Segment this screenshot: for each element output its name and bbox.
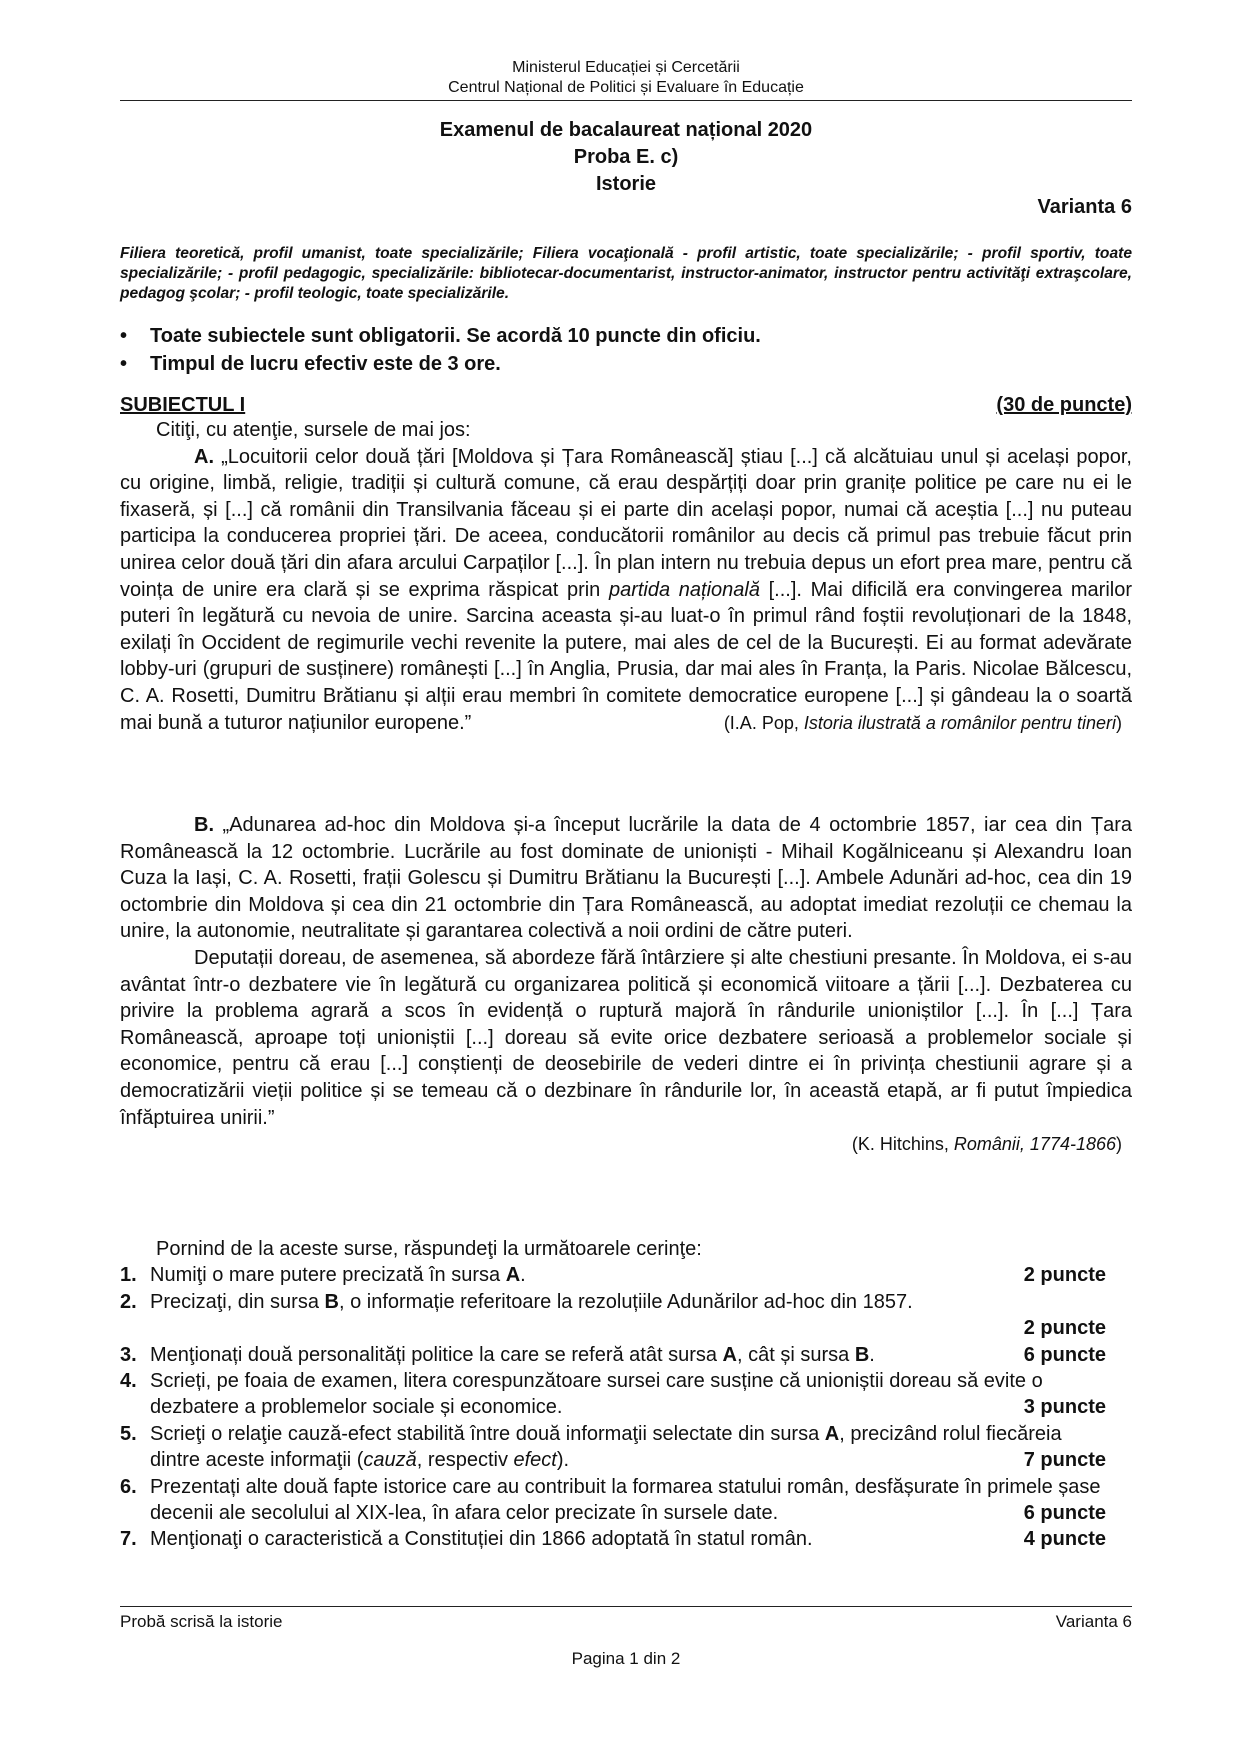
- source-a-part2: [...]. Mai dificilă era convingerea marilor puteri în legătură cu nevoia de unire. Sarcina aceasta și-au luat-o în primul rând foștii revoluționari de la 1848, exilați în Occident de regimurile vechi revenite la putere, mai ales de cel de la București. Ei au format adevărate lobby-uri (grupuri de susținere) românești [...] în Anglia, Prusia, dar mai ales în Franța, la Paris. Nicolae Bălcescu, C. A. Rosetti, Dumitru Brătianu și alții erau membri în comitete democratice europene [...] și gândeau la o soartă mai bună a tuturor națiunilor europene.”: [120, 578, 1133, 734]
- question-text: Menţionaţi o caracteristică a Constituției din 1866 adoptată în statul român.: [150, 1528, 813, 1551]
- source-b-label: B.: [194, 814, 214, 836]
- questions-intro: Pornind de la aceste surse, răspundeţi la următoarele cerinţe:: [156, 1238, 702, 1260]
- source-b-cite-end: ): [1116, 1134, 1122, 1155]
- source-a-block: [120, 417, 1132, 736]
- exam-page: [120, 0, 1132, 1755]
- question-item: [120, 1421, 1132, 1474]
- question-text: Precizaţi, din sursa: [150, 1290, 325, 1313]
- question-text: ).: [556, 1449, 570, 1472]
- filiera-text: Filiera teoretică, profil umanist, toate specializările; Filiera vocaţională - profil artistic, toate specializările; - profil sportiv, toate specializările; - profil pedagogic, specializările: bibliotecar-documentarist, instructor-animator, instructor pentru activităţi extraşcolare, pedagog şcolar; - profil teologic, toate specializările.: [120, 245, 1132, 302]
- source-b-para2: Deputații doreau, de asemenea, să abordeze fără întârziere și alte chestiuni presante. În Moldova, ei s-au avântat într-o dezbatere vie în legătură cu organizarea politică și economică viitoare a țării [...]. Dezbaterea cu privire la problema agrară a scos în evidență o ruptură majoră în rândurile unioniștilor [...]. În [...] Țara Românească, aproape toți unioniștii [...] doreau să evite orice dezbatere serioasă a problemelor sociale și economice, pentru că erau [...] conștienți de deosebirile de vederi dintre ei în privința chestiunii agrare și a democratizării vieții politice și se temeau că o dezbinare în rândurile lor, în această etapă, ar fi putut împiedica înfăptuirea unirii.”: [120, 946, 1132, 1129]
- ministry-header: [120, 58, 1132, 98]
- question-item: [120, 1342, 1132, 1368]
- question-text: , cât și sursa: [737, 1343, 855, 1366]
- instruction-item: • Toate subiectele sunt obligatorii. Se acordă 10 puncte din oficiu.: [120, 322, 1132, 350]
- question-source-ref: B: [854, 1343, 870, 1366]
- question-text: , o informație referitoare la rezoluțiile Adunărilor ad-hoc din 1857.: [338, 1290, 913, 1313]
- question-number: 2.: [120, 1290, 137, 1313]
- source-b-para1: [120, 812, 1132, 945]
- question-item: [120, 1262, 1132, 1288]
- question-source-ref: A: [505, 1264, 521, 1287]
- source-a-cite-end: ): [1116, 713, 1122, 734]
- sources-intro: Citiţi, cu atenţie, sursele de mai jos:: [156, 419, 471, 441]
- question-item: [120, 1289, 1132, 1342]
- center-name: Centrul Național de Politici și Evaluare în Educație: [448, 79, 804, 96]
- question-source-ref: B: [324, 1290, 339, 1313]
- subiect-points: (30 de puncte): [996, 394, 1132, 416]
- question-points: 2 puncte: [1023, 1317, 1106, 1340]
- question-emphasis: efect: [513, 1449, 557, 1472]
- varianta-label: Varianta 6: [1037, 196, 1132, 218]
- source-a-title: Istoria ilustrată a românilor pentru tineri: [803, 713, 1116, 734]
- question-number: 5.: [120, 1422, 137, 1445]
- exam-title-block: [120, 117, 1132, 198]
- question-number: 6.: [120, 1475, 137, 1498]
- source-b-para1-text: „Adunarea ad-hoc din Moldova și-a început lucrările la data de 4 octombrie 1857, iar cea din Țara Românească la 12 octombrie. Lucrările au fost dominate de unioniști - Mihail Kogălniceanu și Alexandru Ioan Cuza la Iași, C. A. Rosetti, frații Golescu și Dumitru Brătianu la București [...]. Ambele Adunări ad-hoc, cea din 19 octombrie din Moldova și cea din 21 octombrie din Țara Românească, au adoptat imediat rezoluții ce chemau la unire, la autonomie, neutralitate și garantarea colectivă a noii ordini de către puteri.: [120, 814, 1132, 943]
- source-b-title: Românii, 1774-1866: [953, 1134, 1116, 1155]
- question-text: Prezentați alte două fapte istorice care au contribuit la formarea statului român, desfășurate în primele șase decenii ale secolului al XIX-lea, în afara celor precizate în sursele date.: [150, 1475, 1101, 1525]
- question-points: 2 puncte: [1023, 1264, 1106, 1287]
- source-a-text: [120, 444, 1132, 737]
- source-a-label: A.: [194, 445, 214, 468]
- footer-varianta: Varianta 6: [1055, 1612, 1132, 1631]
- question-emphasis: cauză: [363, 1449, 417, 1472]
- source-a-author: (I.A. Pop,: [723, 713, 804, 734]
- question-text: Menţionați două personalități politice la care se referă atât sursa: [150, 1343, 723, 1366]
- question-text: , respectiv: [416, 1449, 514, 1472]
- instruction-item: • Timpul de lucru efectiv este de 3 ore.: [120, 350, 1132, 378]
- question-number: 7.: [120, 1528, 137, 1551]
- question-points: 6 puncte: [1023, 1343, 1106, 1366]
- question-text: .: [520, 1264, 526, 1287]
- subiect-title: SUBIECTUL I: [120, 394, 246, 416]
- general-instructions: [120, 322, 1132, 378]
- question-item: [120, 1526, 1132, 1552]
- header-divider: [120, 100, 1132, 101]
- question-text: Scrieți, pe foaia de examen, litera corespunzătoare sursei care susține că unioniștii doreau să evite o dezbatere a problemelor sociale și economice.: [150, 1370, 1043, 1419]
- question-item: [120, 1474, 1132, 1527]
- source-b-block: [120, 812, 1132, 1157]
- question-points: 7 puncte: [1023, 1449, 1106, 1472]
- exam-title: Examenul de bacalaureat național 2020: [439, 119, 813, 141]
- question-source-ref: A: [722, 1343, 737, 1366]
- question-number: 3.: [120, 1343, 137, 1366]
- question-text: Scrieţi o relaţie cauză-efect stabilită între două informaţii selectate din sursa: [150, 1422, 825, 1445]
- source-b-author: (K. Hitchins,: [851, 1134, 954, 1155]
- question-text: , precizând rolul fiecăreia dintre aceste informaţii (: [150, 1422, 1062, 1472]
- proba-label: Proba E. c): [573, 146, 679, 168]
- source-a-part1: „Locuitorii celor două țări [Moldova și Țara Românească] știau [...] că alcătuiau unul și același popor, cu origine, limbă, religie, tradiții și cultură comune, că erau despărțiți doar prin granițe politice pe care nu ei le fixaseră, și [...] că românii din Transilvania făceau și ei parte din același popor, numai că aceștia [...] nu puteau participa la conducerea propriei țări. De aceea, conducătorii românilor au decis că primul pas trebuie făcut prin unirea celor două țări din afara arcului Carpaților [...]. În plan intern nu trebuia depus un efort prea mare, pentru că voința de unire era clară și se exprima răspicat prin: [120, 445, 1132, 601]
- subject-name: Istorie: [595, 173, 657, 195]
- question-points: 6 puncte: [1023, 1502, 1106, 1525]
- footer-exam-name: Probă scrisă la istorie: [120, 1612, 283, 1631]
- questions-block: [120, 1236, 1132, 1553]
- source-b-citation: [120, 1131, 1132, 1157]
- question-text: Numiţi o mare putere precizată în sursa: [150, 1264, 506, 1287]
- ministry-name: Ministerul Educației și Cercetării: [512, 59, 740, 76]
- question-points: 4 puncte: [1023, 1528, 1106, 1551]
- subiect-heading: [120, 393, 1132, 417]
- question-text: .: [869, 1343, 875, 1366]
- page-number: Pagina 1 din 2: [571, 1649, 681, 1668]
- question-number: 1.: [120, 1264, 137, 1287]
- question-item: [120, 1368, 1132, 1421]
- question-number: 4.: [120, 1370, 137, 1393]
- question-points: 3 puncte: [1023, 1396, 1106, 1419]
- source-a-italic: partida națională: [608, 578, 760, 601]
- footer-divider: [120, 1606, 1132, 1607]
- question-source-ref: A: [824, 1422, 840, 1445]
